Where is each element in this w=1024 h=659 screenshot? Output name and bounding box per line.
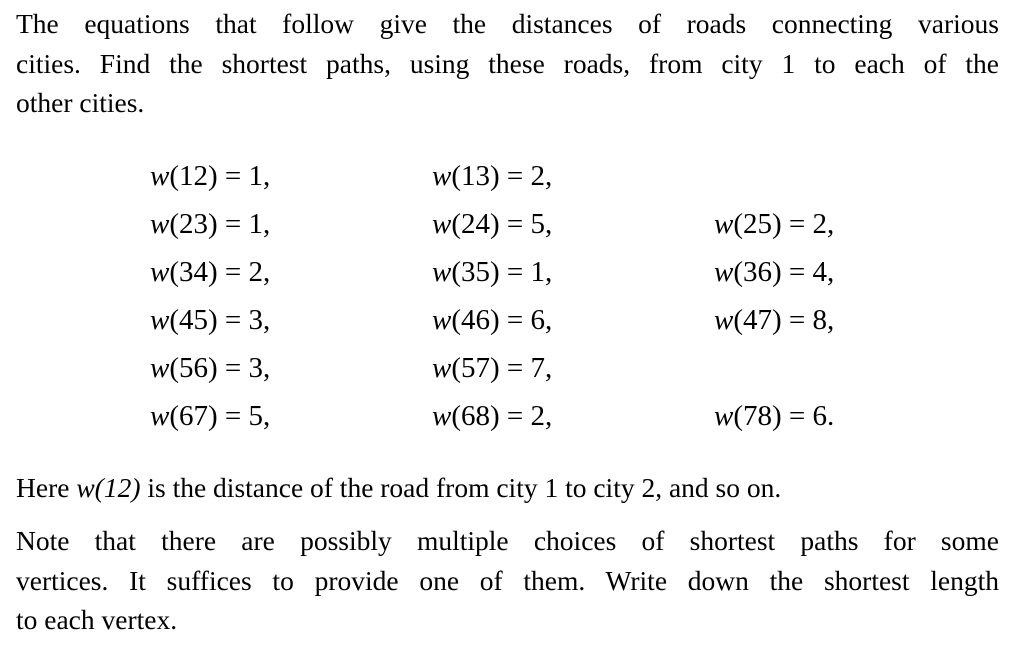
equation: w(46) = 6, (432, 304, 553, 336)
equation: w(47) = 8, (714, 304, 835, 336)
equation: w(24) = 5, (432, 208, 553, 240)
explanation-paragraph (16, 468, 999, 508)
intro-line-2: cities. Find the shortest paths, using these roads, from city 1 to each of the (16, 47, 999, 79)
equation: w(23) = 1, (150, 208, 271, 240)
equation: w(25) = 2, (714, 208, 835, 240)
equation: w(57) = 7, (432, 352, 553, 384)
road-distance-equations (0, 160, 1024, 440)
intro-paragraph (16, 4, 999, 123)
equation: w(45) = 3, (150, 304, 271, 336)
note-line-3: to each vertex. (16, 604, 178, 635)
note-paragraph (16, 521, 999, 640)
note-line-2: vertices. It suffices to provide one of them. Write down the shortest length (16, 564, 999, 596)
equation: w(35) = 1, (432, 256, 553, 288)
explanation-suffix: is the distance of the road from city 1 to city 2, and so on. (140, 472, 782, 503)
equation: w(56) = 3, (150, 352, 271, 384)
equation: w(36) = 4, (714, 256, 835, 288)
equation: w(67) = 5, (150, 400, 271, 432)
equation: w(78) = 6. (714, 400, 835, 432)
equation: w(68) = 2, (432, 400, 553, 432)
explanation-symbol: w(12) (76, 472, 141, 503)
intro-line-1: The equations that follow give the distances of roads connecting various (16, 8, 999, 39)
intro-line-3: other cities. (16, 87, 145, 118)
equation: w(12) = 1, (150, 160, 271, 192)
equation: w(34) = 2, (150, 256, 271, 288)
explanation-prefix: Here (16, 472, 77, 503)
equation: w(13) = 2, (432, 160, 553, 192)
note-line-1: Note that there are possibly multiple choices of shortest paths for some (16, 525, 999, 556)
